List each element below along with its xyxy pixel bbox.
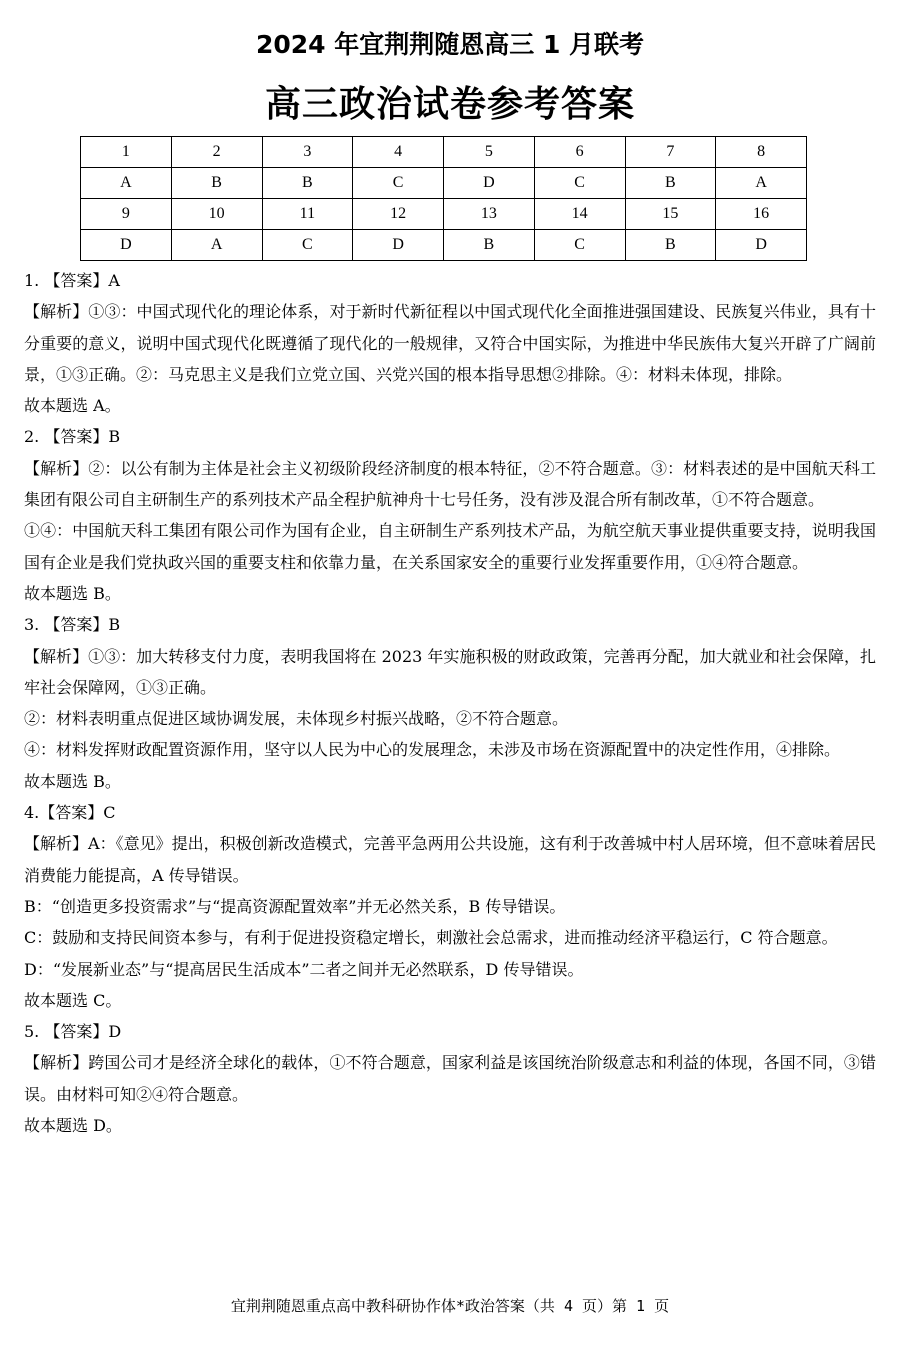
table-cell: C	[262, 230, 353, 261]
conclusion-line: 故本题选 D。	[24, 1116, 122, 1136]
conclusion-line: 故本题选 B。	[24, 583, 121, 603]
table-cell: B	[625, 230, 716, 261]
page-subtitle: 高三政治试卷参考答案	[264, 84, 635, 125]
table-row	[81, 199, 807, 230]
table-cell: 7	[625, 137, 716, 168]
table-cell: D	[353, 230, 444, 261]
answer-explanations	[24, 265, 876, 1141]
answer-heading: 4.【答案】C	[24, 803, 116, 823]
table-cell: 14	[534, 199, 625, 230]
page-title: 2024 年宜荆荆随恩高三 1 月联考	[255, 30, 645, 59]
answer-heading: 1. 【答案】A	[24, 271, 120, 290]
page-footer: 宜荆荆随恩重点高中教科研协作体*政治答案（共 4 页）第 1 页	[230, 1297, 670, 1315]
table-row	[81, 137, 807, 168]
table-cell: 1	[81, 137, 172, 168]
table-cell: 13	[444, 199, 535, 230]
table-cell: 2	[171, 137, 262, 168]
explanation-paragraph: B：“创造更多投资需求”与“提高资源配置效率”并无必然关系，B 传导错误。	[24, 896, 566, 916]
table-cell: B	[444, 230, 535, 261]
explanation-paragraph: ④：材料发挥财政配置资源作用，坚守以人民为中心的发展理念，未涉及市场在资源配置中的决定性作用，④排除。	[24, 740, 841, 760]
conclusion-line: 故本题选 C。	[24, 990, 122, 1010]
answer-heading: 2. 【答案】B	[24, 427, 121, 447]
table-cell: A	[81, 168, 172, 199]
conclusion-line: 故本题选 A。	[24, 396, 121, 416]
table-cell: 9	[81, 199, 172, 230]
explanation-paragraph: ①④：中国航天科工集团有限公司作为国有企业，自主研制生产系列技术产品，为航空航天事业提供重要支持，说明我国国有企业是我们党执政兴国的重要支柱和依靠力量，在关系国家安全的重要行业发挥重要作用，①④符合题意。	[24, 521, 876, 572]
answer-table	[80, 136, 807, 261]
table-cell: 3	[262, 137, 353, 168]
table-cell: 6	[534, 137, 625, 168]
table-cell: 8	[716, 137, 807, 168]
table-cell: B	[171, 168, 262, 199]
table-cell: A	[716, 168, 807, 199]
explanation-paragraph: 【解析】①③：中国式现代化的理论体系，对于新时代新征程以中国式现代化全面推进强国建设、民族复兴伟业，具有十分重要的意义，说明中国式现代化既遵循了现代化的一般规律，又符合中国实际，为推进中华民族伟大复兴开辟了广阔前景，①③正确。②：马克思主义是我们立党立国、兴党兴国的根本指导思想②排除。④：材料未体现，排除。	[24, 302, 876, 384]
explanation-paragraph: 【解析】②：以公有制为主体是社会主义初级阶段经济制度的根本特征，②不符合题意。③：材料表述的是中国航天科工集团有限公司自主研制生产的系列技术产品全程护航神舟十七号任务，没有涉及混合所有制改革，①不符合题意。	[24, 458, 876, 510]
table-cell: D	[444, 168, 535, 199]
explanation-paragraph: 【解析】A：《意见》提出，积极创新改造模式，完善平急两用公共设施，这有利于改善城中村人居环境，但不意味着居民消费能力能提高，A 传导错误。	[24, 834, 876, 885]
table-cell: 16	[716, 199, 807, 230]
table-cell: 12	[353, 199, 444, 230]
explanation-paragraph: 【解析】跨国公司才是经济全球化的载体，①不符合题意，国家利益是该国统治阶级意志和利益的体现，各国不同，③错误。由材料可知②④符合题意。	[24, 1053, 876, 1104]
table-row	[81, 168, 807, 199]
table-cell: C	[534, 230, 625, 261]
table-cell: 11	[262, 199, 353, 230]
table-cell: B	[625, 168, 716, 199]
table-cell: A	[171, 230, 262, 261]
table-cell: 5	[444, 137, 535, 168]
table-cell: 15	[625, 199, 716, 230]
table-cell: B	[262, 168, 353, 199]
table-cell: 4	[353, 137, 444, 168]
answer-heading: 5. 【答案】D	[24, 1022, 122, 1042]
table-cell: D	[81, 230, 172, 261]
conclusion-line: 故本题选 B。	[24, 771, 121, 791]
table-cell: D	[716, 230, 807, 261]
table-row	[81, 230, 807, 261]
explanation-paragraph: C：鼓励和支持民间资本参与，有利于促进投资稳定增长，刺激社会总需求，进而推动经济平稳运行，C 符合题意。	[24, 928, 838, 948]
explanation-paragraph: D：“发展新业态”与“提高居民生活成本”二者之间并无必然联系，D 传导错误。	[24, 959, 584, 979]
table-cell: C	[353, 168, 444, 199]
answer-heading: 3. 【答案】B	[24, 615, 121, 635]
table-cell: 10	[171, 199, 262, 230]
explanation-paragraph: 【解析】①③：加大转移支付力度，表明我国将在 2023 年实施积极的财政政策，完善再分配，加大就业和社会保障，扎牢社会保障网，①③正确。	[24, 646, 876, 697]
explanation-paragraph: ②：材料表明重点促进区域协调发展，未体现乡村振兴战略，②不符合题意。	[24, 709, 569, 729]
table-cell: C	[534, 168, 625, 199]
